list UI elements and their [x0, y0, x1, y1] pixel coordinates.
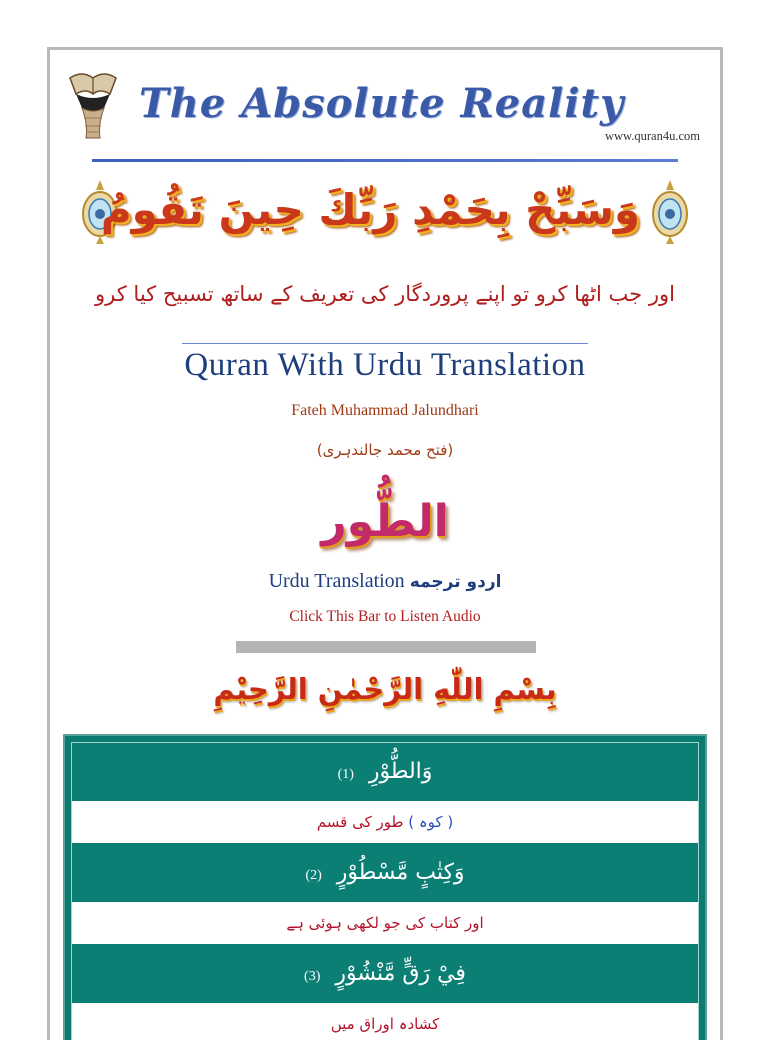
- verse-urdu-row: [72, 901, 698, 945]
- quran-stand-logo-icon: [64, 68, 122, 140]
- translator-name: Fateh Muhammad Jalundhari: [291, 402, 479, 419]
- site-url-link[interactable]: www.quran4u.com: [604, 129, 700, 143]
- title-divider: [182, 343, 588, 344]
- verse-urdu-row: [72, 800, 698, 844]
- banner-urdu-translation: اور جب اٹھا کرو تو اپنے پروردگار کی تعریف کے ساتھ تسبیح کیا کرو: [95, 282, 675, 306]
- verse-arabic-text: وَالطُّوْرِ: [368, 759, 433, 784]
- arabic-verse-banner: وَسَبِّحْ بِحَمْدِ رَبِّكَ حِينَ تَقُومُ: [100, 185, 640, 234]
- verse-urdu-row: [72, 1002, 698, 1040]
- page-frame: [47, 47, 723, 1040]
- verse-arabic-row: [72, 743, 698, 800]
- verse-number: (1): [337, 767, 354, 782]
- audio-bar[interactable]: [236, 641, 536, 653]
- verse-arabic-text: وَكِتٰبٍ مَّسْطُوْرٍ: [336, 860, 465, 885]
- verse-arabic-row: [72, 844, 698, 901]
- verse-table-inner: [71, 742, 699, 1040]
- verse-table: [63, 734, 707, 1040]
- translator-name-urdu: (فتح محمد جالندہری): [316, 441, 454, 459]
- verse-urdu-text: کشادہ اوراق میں: [330, 1015, 440, 1033]
- site-logo-text[interactable]: The Absolute Reality: [139, 80, 625, 127]
- listen-audio-link[interactable]: Click This Bar to Listen Audio: [289, 608, 481, 625]
- verse-urdu-text: طور کی قسم: [316, 813, 404, 831]
- urdu-translation-label: Urdu Translation: [268, 570, 405, 592]
- urdu-translation-heading: [50, 570, 720, 593]
- ornament-medallion-icon: [650, 178, 690, 246]
- verse-arabic-row: [72, 945, 698, 1002]
- verse-number: (3): [304, 969, 321, 984]
- bismillah: بِسْمِ اللّٰهِ الرَّحْمٰنِ الرَّحِيْمِ: [213, 672, 557, 706]
- surah-name: الطُّور: [321, 496, 449, 547]
- verse-number: (2): [305, 868, 322, 883]
- verse-urdu-text: اور کتاب کی جو لکھی ہوئی ہے: [286, 914, 484, 932]
- page-title: Quran With Urdu Translation: [184, 347, 586, 383]
- verse-urdu-note: ( کوہ ): [408, 813, 454, 831]
- urdu-translation-label-urdu: اردو ترجمه: [409, 572, 502, 592]
- verse-arabic-text: فِيْ رَقٍّ مَّنْشُوْرٍ: [335, 961, 466, 986]
- verse-banner: [80, 178, 690, 250]
- header-divider: [92, 159, 678, 162]
